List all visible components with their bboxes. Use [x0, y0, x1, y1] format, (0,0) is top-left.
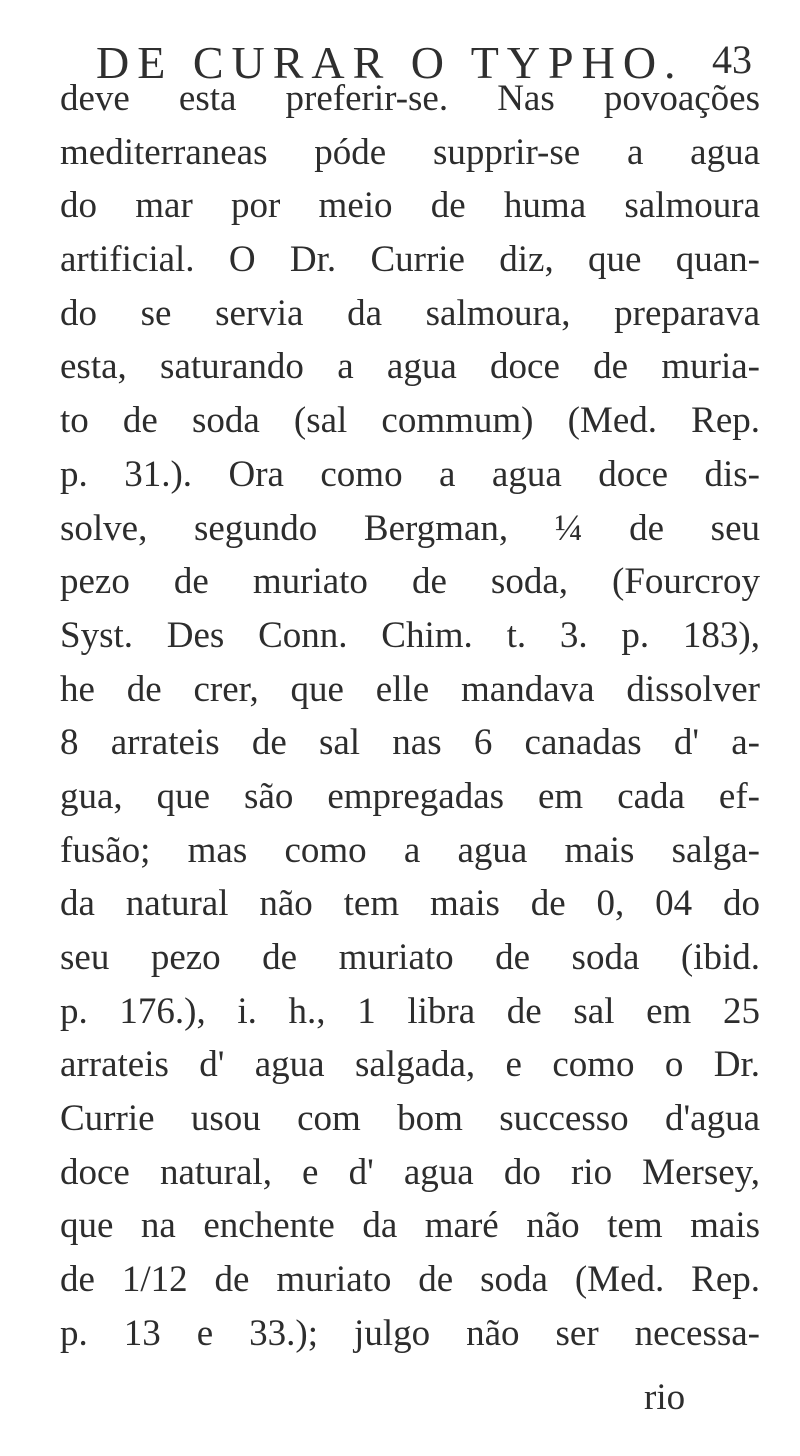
- text-line-15: fusão; mas como a agua mais salga-: [60, 829, 760, 871]
- text-line-12: he de crer, que elle mandava dissolver: [60, 668, 760, 710]
- text-line-14: gua, que são empregadas em cada ef-: [60, 775, 760, 817]
- text-line-7: to de soda (sal commum) (Med. Rep.: [60, 400, 760, 442]
- catchword: rio: [644, 1377, 686, 1418]
- text-line-19: arrateis d' agua salgada, e como o Dr.: [60, 1044, 760, 1086]
- text-line-6: esta, saturando a agua doce de muria-: [60, 346, 760, 388]
- text-line-24: p. 13 e 33.); julgo não ser necessa-: [60, 1312, 760, 1354]
- text-line-20: Currie usou com bom successo d'agua: [60, 1098, 760, 1140]
- text-line-3: do mar por meio de huma salmoura: [60, 185, 760, 227]
- text-line-9: solve, segundo Bergman, ¼ de seu: [60, 507, 760, 549]
- text-line-11: Syst. Des Conn. Chim. t. 3. p. 183),: [60, 614, 760, 656]
- text-line-17: seu pezo de muriato de soda (ibid.: [60, 937, 760, 978]
- text-line-21: doce natural, e d' agua do rio Mersey,: [60, 1151, 760, 1193]
- text-line-22: que na enchente da maré não tem mais: [60, 1205, 760, 1247]
- text-line-16: da natural não tem mais de 0, 04 do: [60, 883, 760, 925]
- text-line-23: de 1/12 de muriato de soda (Med. Rep.: [60, 1259, 760, 1301]
- text-line-8: p. 31.). Ora como a agua doce dis-: [60, 453, 760, 495]
- page-number: 43: [712, 37, 752, 82]
- text-line-18: p. 176.), i. h., 1 libra de sal em 25: [60, 990, 760, 1032]
- text-line-2: mediterraneas póde supprir-se a agua: [60, 131, 760, 173]
- body-text: [60, 72, 760, 1361]
- running-title: DE CURAR O TYPHO.: [96, 37, 684, 88]
- text-line-1: deve esta preferir-se. Nas povoações: [60, 78, 760, 119]
- text-line-10: pezo de muriato de soda, (Fourcroy: [60, 561, 760, 603]
- text-line-13: 8 arrateis de sal nas 6 canadas d' a-: [60, 722, 760, 764]
- text-line-4: artificial. O Dr. Currie diz, que quan-: [60, 239, 760, 281]
- text-line-5: do se servia da salmoura, preparava: [60, 292, 760, 334]
